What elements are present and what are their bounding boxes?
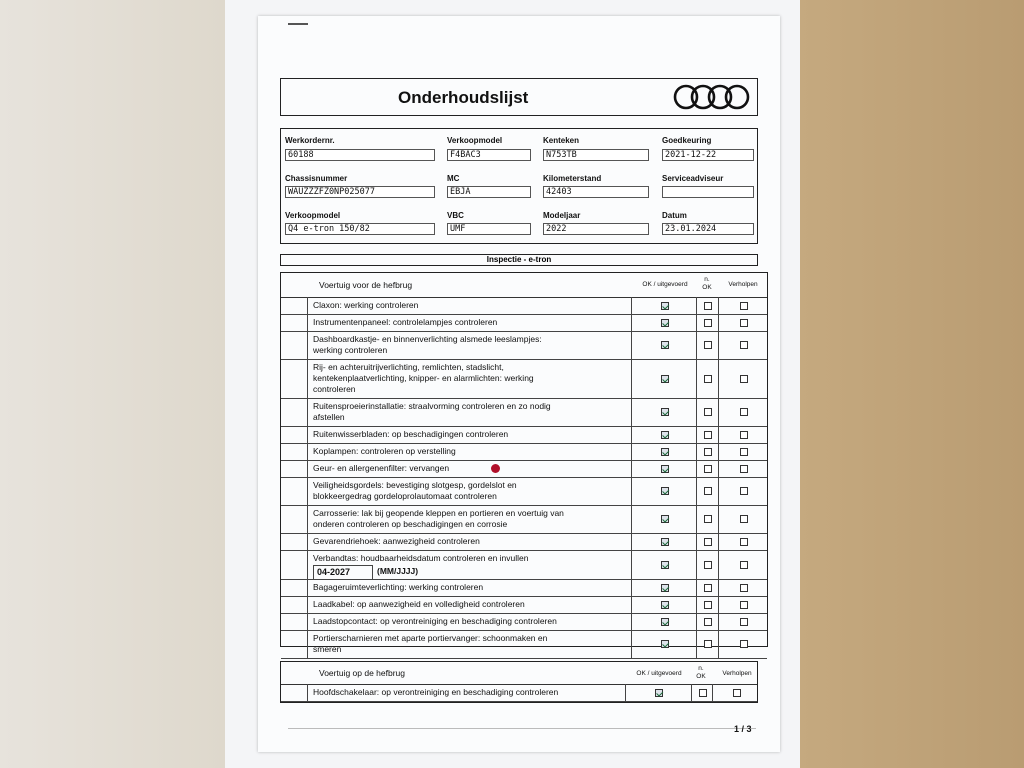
- column-divider: [696, 477, 697, 505]
- license-plate-field: N753TB: [543, 149, 649, 161]
- column-divider: [696, 550, 697, 579]
- checklist-item-line: Ruitensproeierinstallatie: straalvorming controleren en zo nodig: [313, 401, 551, 411]
- column-divider: [631, 359, 632, 398]
- column-divider: [696, 579, 697, 596]
- section-header: [281, 273, 767, 298]
- chassis-field: WAUZZZFZ0NP025077: [285, 186, 435, 198]
- checklist-row: [281, 398, 767, 427]
- ok-checkbox[interactable]: [661, 375, 669, 383]
- checklist-item-line: werking controleren: [313, 345, 388, 355]
- column-divider: [631, 596, 632, 613]
- fixed-checkbox[interactable]: [740, 319, 748, 327]
- column-divider: [631, 550, 632, 579]
- fixed-checkbox[interactable]: [740, 341, 748, 349]
- column-divider: [696, 443, 697, 460]
- fixed-checkbox[interactable]: [740, 515, 748, 523]
- checklist-row: [281, 460, 767, 478]
- ok-checkbox[interactable]: [661, 487, 669, 495]
- checklist-item-line: Koplampen: controleren op verstelling: [313, 446, 456, 456]
- column-divider: [307, 684, 308, 701]
- mileage-field: 42403: [543, 186, 649, 198]
- field-label: Chassisnummer: [285, 174, 348, 183]
- checklist-item-line: Laadkabel: op aanwezigheid en volledigheid controleren: [313, 599, 525, 609]
- checklist-item-line: Carrosserie: lak bij geopende kleppen en portieren en voertuig van: [313, 508, 564, 518]
- column-divider: [307, 398, 308, 426]
- column-divider: [718, 398, 719, 426]
- checklist-item-line: smeren: [313, 644, 342, 654]
- column-divider: [631, 331, 632, 359]
- ok-checkbox[interactable]: [661, 319, 669, 327]
- checklist-item-line: Portierscharnieren met aparte portiervanger: schoonmaken en: [313, 633, 548, 643]
- checklist-item-line: Rij- en achteruitrijverlichting, remlichten, stadslicht,: [313, 362, 504, 372]
- ok-checkbox[interactable]: [661, 584, 669, 592]
- not-ok-checkbox[interactable]: [704, 408, 712, 416]
- checklist-item-text: [313, 633, 547, 655]
- checklist-section-on-lift: [280, 661, 758, 703]
- checklist-row: [281, 331, 767, 360]
- column-divider: [718, 613, 719, 630]
- column-divider: [696, 426, 697, 443]
- fixed-checkbox[interactable]: [740, 465, 748, 473]
- maintenance-sheet: [258, 16, 780, 752]
- column-divider: [718, 443, 719, 460]
- background-left: [0, 0, 228, 768]
- ok-checkbox[interactable]: [655, 689, 663, 697]
- ok-checkbox[interactable]: [661, 601, 669, 609]
- field-label: MC: [447, 174, 460, 183]
- ok-checkbox[interactable]: [661, 448, 669, 456]
- column-divider: [307, 426, 308, 443]
- not-ok-checkbox[interactable]: [704, 319, 712, 327]
- checklist-item-line: controleren: [313, 384, 356, 394]
- fixed-checkbox[interactable]: [740, 640, 748, 648]
- checklist-item-line: Bagageruimteverlichting: werking controleren: [313, 582, 484, 592]
- checklist-row: [281, 314, 767, 332]
- not-ok-checkbox[interactable]: [704, 538, 712, 546]
- checklist-row: [281, 579, 767, 597]
- checklist-item-text: [313, 536, 480, 547]
- field-label: Verkoopmodel: [447, 136, 503, 145]
- checklist-item-text: [313, 401, 551, 423]
- column-divider: [696, 359, 697, 398]
- approval-field: 2021-12-22: [662, 149, 754, 161]
- checklist-item-line: Dashboardkastje- en binnenverlichting alsmede leeslampjes:: [313, 334, 542, 344]
- column-divider: [696, 398, 697, 426]
- column-divider: [631, 297, 632, 314]
- column-header-fixed: Verholpen: [728, 281, 758, 288]
- red-marker-dot: [491, 464, 500, 473]
- checklist-item-line: Instrumentenpaneel: controlelampjes controleren: [313, 317, 498, 327]
- checklist-item-text: [313, 300, 418, 311]
- checklist-row: [281, 477, 767, 506]
- not-ok-checkbox[interactable]: [704, 618, 712, 626]
- checklist-row: [281, 533, 767, 551]
- inspection-banner: Inspectie - e-tron: [280, 254, 758, 266]
- field-label: Kilometerstand: [543, 174, 602, 183]
- section-title: Voertuig voor de hefbrug: [319, 280, 413, 290]
- ok-checkbox[interactable]: [661, 618, 669, 626]
- column-header-not-ok-bottom: OK: [702, 284, 712, 291]
- column-divider: [631, 398, 632, 426]
- checklist-item-text: [313, 446, 456, 457]
- column-divider: [718, 505, 719, 533]
- not-ok-checkbox[interactable]: [704, 341, 712, 349]
- fixed-checkbox[interactable]: [740, 375, 748, 383]
- column-divider: [307, 359, 308, 398]
- ok-checkbox[interactable]: [661, 408, 669, 416]
- column-divider: [718, 331, 719, 359]
- column-divider: [718, 550, 719, 579]
- column-divider: [718, 359, 719, 398]
- ok-checkbox[interactable]: [661, 640, 669, 648]
- column-divider: [718, 630, 719, 658]
- checklist-item-text: [313, 362, 534, 395]
- workorder-field: 60188: [285, 149, 435, 161]
- ok-checkbox[interactable]: [661, 515, 669, 523]
- column-divider: [691, 684, 692, 701]
- column-divider: [696, 533, 697, 550]
- column-divider: [631, 505, 632, 533]
- not-ok-checkbox[interactable]: [704, 584, 712, 592]
- field-label: Werkordernr.: [285, 136, 335, 145]
- column-divider: [625, 684, 626, 701]
- fixed-checkbox[interactable]: [740, 408, 748, 416]
- column-divider: [696, 460, 697, 477]
- audi-rings-logo: [673, 82, 753, 112]
- fixed-checkbox[interactable]: [733, 689, 741, 697]
- checklist-row: [281, 613, 767, 631]
- checklist-item-line: Veiligheidsgordels: bevestiging slotgesp, gordelslot en: [313, 480, 517, 490]
- column-divider: [718, 426, 719, 443]
- column-divider: [696, 505, 697, 533]
- not-ok-checkbox[interactable]: [704, 601, 712, 609]
- column-divider: [696, 314, 697, 331]
- checklist-item-text: [313, 616, 557, 627]
- checklist-item-text: [313, 508, 564, 530]
- column-header-not-ok-bottom: OK: [696, 673, 706, 680]
- not-ok-checkbox[interactable]: [704, 448, 712, 456]
- checklist-item-text: [313, 582, 483, 593]
- field-label: Verkoopmodel: [285, 211, 341, 220]
- column-divider: [307, 460, 308, 477]
- ok-checkbox[interactable]: [661, 341, 669, 349]
- checklist-row: [281, 596, 767, 614]
- salesmodel-field: Q4 e-tron 150/82: [285, 223, 435, 235]
- checklist-item-line: Claxon: werking controleren: [313, 300, 419, 310]
- checklist-item-line: onderen controleren op beschadigingen en corrosie: [313, 519, 508, 529]
- checklist-section-before-lift: [280, 272, 768, 654]
- checklist-row: [281, 630, 767, 659]
- column-divider: [307, 613, 308, 630]
- column-divider: [307, 533, 308, 550]
- column-divider: [631, 579, 632, 596]
- column-divider: [307, 443, 308, 460]
- checklist-item-line: Gevarendriehoek: aanwezigheid controleren: [313, 536, 480, 546]
- checklist-row: [281, 297, 767, 315]
- checklist-item-text: [313, 599, 525, 610]
- checklist-item-text: [313, 463, 449, 474]
- field-label: VBC: [447, 211, 464, 220]
- column-divider: [696, 613, 697, 630]
- column-divider: [718, 314, 719, 331]
- field-label: Goedkeuring: [662, 136, 712, 145]
- column-divider: [307, 596, 308, 613]
- not-ok-checkbox[interactable]: [704, 487, 712, 495]
- column-divider: [718, 460, 719, 477]
- date-format-hint: (MM/JJJJ): [377, 566, 419, 576]
- column-divider: [307, 314, 308, 331]
- not-ok-checkbox[interactable]: [704, 431, 712, 439]
- column-divider: [631, 613, 632, 630]
- fixed-checkbox[interactable]: [740, 538, 748, 546]
- section-title: Voertuig op de hefbrug: [319, 668, 406, 678]
- not-ok-checkbox[interactable]: [704, 375, 712, 383]
- vbc-field: UMF: [447, 223, 531, 235]
- checklist-item-text: [313, 480, 517, 502]
- background-right: [800, 0, 1024, 768]
- not-ok-checkbox[interactable]: [704, 465, 712, 473]
- fixed-checkbox[interactable]: [740, 487, 748, 495]
- checklist-item-text: [313, 334, 542, 356]
- checklist-item-line: Laadstopcontact: op verontreiniging en beschadiging controleren: [313, 616, 557, 626]
- fixed-checkbox[interactable]: [740, 448, 748, 456]
- field-label: Kenteken: [543, 136, 580, 145]
- field-label: Serviceadviseur: [662, 174, 724, 183]
- fixed-checkbox[interactable]: [740, 601, 748, 609]
- ok-checkbox[interactable]: [661, 561, 669, 569]
- mc-field: EBJA: [447, 186, 531, 198]
- field-label: Modeljaar: [543, 211, 581, 220]
- fixed-checkbox[interactable]: [740, 561, 748, 569]
- column-divider: [696, 630, 697, 658]
- expiry-date-field: 04-2027: [313, 565, 373, 580]
- checklist-item-line: Verbandtas: houdbaarheidsdatum controleren en invullen: [313, 553, 529, 563]
- date-field: 23.01.2024: [662, 223, 754, 235]
- column-divider: [718, 477, 719, 505]
- checklist-item-line: Hoofdschakelaar: op verontreiniging en beschadiging controleren: [313, 687, 559, 697]
- column-header-not-ok-top: n.: [698, 665, 704, 672]
- checklist-item-line: afstellen: [313, 412, 345, 422]
- column-header-fixed: Verholpen: [722, 670, 752, 677]
- checklist-row: [281, 426, 767, 444]
- paper-mark: [288, 23, 308, 25]
- column-divider: [631, 443, 632, 460]
- column-divider: [712, 684, 713, 701]
- checklist-row: [281, 505, 767, 534]
- column-divider: [696, 596, 697, 613]
- column-divider: [631, 426, 632, 443]
- column-divider: [718, 579, 719, 596]
- checklist-item-text: [313, 553, 528, 577]
- footer-rule: [288, 728, 756, 729]
- checklist-item-text: [313, 429, 508, 440]
- salesmodel-code-field: F4BAC3: [447, 149, 531, 161]
- service-advisor-field: [662, 186, 754, 198]
- fixed-checkbox[interactable]: [740, 618, 748, 626]
- column-divider: [696, 297, 697, 314]
- column-divider: [631, 460, 632, 477]
- fixed-checkbox[interactable]: [740, 302, 748, 310]
- column-divider: [307, 331, 308, 359]
- checklist-item-line: kentekenplaatverlichting, knipper- en alarmlichten: werking: [313, 373, 534, 383]
- checklist-item-line: Ruitenwisserbladen: op beschadigingen controleren: [313, 429, 509, 439]
- checklist-item-text: [313, 687, 558, 698]
- column-divider: [307, 630, 308, 658]
- checklist-item-line: Geur- en allergenenfilter: vervangen: [313, 463, 450, 473]
- column-header-not-ok-top: n.: [704, 276, 710, 283]
- column-divider: [307, 505, 308, 533]
- vehicle-info-box: [280, 128, 758, 244]
- not-ok-checkbox[interactable]: [704, 561, 712, 569]
- column-divider: [307, 579, 308, 596]
- column-divider: [631, 314, 632, 331]
- fixed-checkbox[interactable]: [740, 431, 748, 439]
- column-divider: [696, 331, 697, 359]
- checklist-row: [281, 550, 767, 580]
- column-divider: [718, 297, 719, 314]
- ok-checkbox[interactable]: [661, 431, 669, 439]
- section-header: [281, 662, 757, 685]
- document-title: Onderhoudslijst: [398, 88, 529, 107]
- not-ok-checkbox[interactable]: [704, 640, 712, 648]
- column-divider: [631, 477, 632, 505]
- ok-checkbox[interactable]: [661, 302, 669, 310]
- column-divider: [307, 297, 308, 314]
- column-divider: [307, 477, 308, 505]
- column-header-ok: OK / uitgevoerd: [642, 281, 688, 288]
- not-ok-checkbox[interactable]: [699, 689, 707, 697]
- column-divider: [631, 630, 632, 658]
- model-year-field: 2022: [543, 223, 649, 235]
- checklist-row: [281, 684, 757, 702]
- not-ok-checkbox[interactable]: [704, 515, 712, 523]
- column-divider: [718, 596, 719, 613]
- fixed-checkbox[interactable]: [740, 584, 748, 592]
- checklist-item-line: blokkeergedrag gordeloprolautomaat controleren: [313, 491, 497, 501]
- ok-checkbox[interactable]: [661, 538, 669, 546]
- page-number: 1 / 3: [734, 724, 752, 734]
- ok-checkbox[interactable]: [661, 465, 669, 473]
- checklist-item-text: [313, 317, 497, 328]
- not-ok-checkbox[interactable]: [704, 302, 712, 310]
- column-header-ok: OK / uitgevoerd: [636, 670, 682, 677]
- column-divider: [718, 533, 719, 550]
- checklist-row: [281, 443, 767, 461]
- field-label: Datum: [662, 211, 687, 220]
- checklist-row: [281, 359, 767, 399]
- column-divider: [307, 550, 308, 579]
- title-box: [280, 78, 758, 116]
- column-divider: [631, 533, 632, 550]
